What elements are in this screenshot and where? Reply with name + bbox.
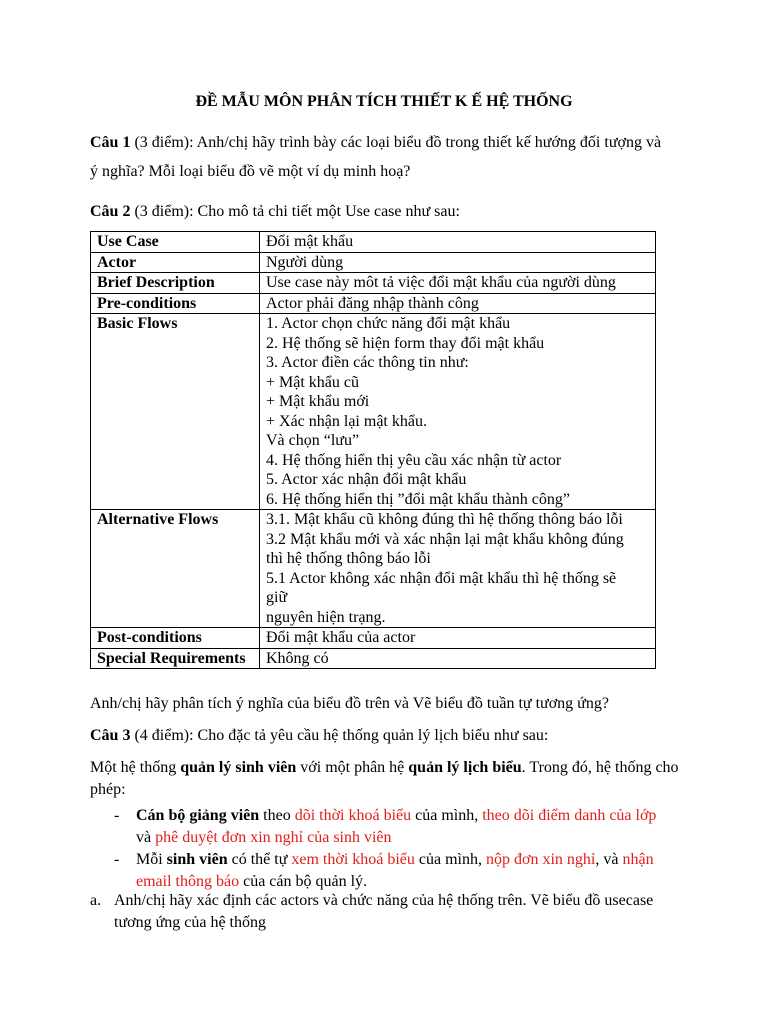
table-row — [91, 273, 656, 294]
bullet-highlight-text: xem thời khoá biểu — [291, 851, 415, 868]
basic-flow-step: 1. Actor chọn chức năng đổi mật khẩu — [266, 315, 511, 332]
table-row — [91, 628, 656, 649]
sub-question-a-text: Anh/chị hãy xác định các actors và chức năng của hệ thống trên. Vẽ biểu đồ usecase tương ứng của hệ thống — [114, 892, 654, 931]
alternative-flow-step: 3.2 Mật khẩu mới và xác nhận lại mật khẩu không đúng — [266, 530, 624, 548]
sub-question-a-label: a. — [90, 892, 102, 909]
question-2-text: (3 điểm): Cho mô tả chi tiết một Use case như sau: — [134, 203, 460, 220]
post-conditions-label: Post-conditions — [91, 628, 260, 649]
bullet-text: của mình, — [414, 851, 486, 868]
question-3-intro — [90, 757, 690, 801]
basic-flows-label: Basic Flows — [91, 314, 260, 510]
bullet-highlight-text: nhận email thông báo — [136, 851, 654, 890]
alternative-flows-value — [260, 510, 656, 628]
bullet-text: và — [136, 829, 156, 846]
exam-title: ĐỀ MẪU MÔN PHÂN TÍCH THIẾT K Ế HỆ THỐNG — [195, 93, 573, 110]
bullet-highlight-text: nộp đơn xin nghỉ — [486, 851, 596, 868]
basic-flow-step: 2. Hệ thống sẽ hiện form thay đổi mật khẩu — [266, 334, 545, 352]
table-row — [91, 293, 656, 314]
alternative-flows-label: Alternative Flows — [91, 510, 260, 628]
basic-flow-step: 4. Hệ thống hiển thị yêu cầu xác nhận từ actor — [266, 451, 562, 469]
basic-flow-step: + Mật khẩu mới — [266, 393, 370, 410]
bullet-highlight-text: theo dõi điểm danh của lớp — [482, 807, 657, 824]
actor-value: Người dùng — [260, 252, 656, 273]
question-3 — [90, 725, 690, 747]
basic-flow-step: Và chọn “lưu” — [266, 432, 360, 449]
basic-flow-step: + Xác nhận lại mật khẩu. — [266, 412, 427, 430]
bullet-bold-text: sinh viên — [166, 851, 228, 868]
intro-text: . Trong đó, hệ thống cho phép: — [90, 759, 679, 798]
table-row — [91, 510, 656, 628]
alternative-flow-step: thì hệ thống thông báo lỗi — [266, 550, 431, 567]
question-1 — [90, 128, 680, 186]
question-2-followup: Anh/chị hãy phân tích ý nghĩa của biểu đồ trên và Vẽ biểu đồ tuần tự tương ứng? — [90, 695, 609, 712]
list-item — [90, 849, 690, 893]
basic-flows-value — [260, 314, 656, 510]
intro-bold-text: quản lý sinh viên — [180, 759, 297, 776]
question-3-text: (4 điểm): Cho đặc tả yêu cầu hệ thống quản lý lịch biểu như sau: — [134, 727, 549, 744]
bullet-text: của mình, — [411, 807, 483, 824]
actor-label: Actor — [91, 252, 260, 273]
table-row — [91, 252, 656, 273]
bullet-text: Mỗi — [136, 851, 167, 868]
post-conditions-value: Đổi mật khẩu của actor — [260, 628, 656, 649]
use-case-value: Đổi mật khẩu — [260, 232, 656, 253]
question-3-label: Câu 3 — [90, 727, 131, 744]
bullet-bold-text: Cán bộ giảng viên — [136, 807, 260, 824]
table-row — [91, 232, 656, 253]
bullet-text: có thể tự — [227, 851, 292, 868]
basic-flow-step: + Mật khẩu cũ — [266, 373, 359, 391]
question-1-text-line1: (3 điểm): Anh/chị hãy trình bày các loại biểu đồ trong thiết kế hướng đối tượng và — [134, 134, 662, 151]
list-item — [90, 805, 690, 849]
sub-question-a — [90, 890, 690, 934]
question-2-label: Câu 2 — [90, 203, 131, 220]
pre-conditions-value: Actor phải đăng nhập thành công — [260, 293, 656, 314]
question-2 — [90, 197, 680, 226]
bullet-text: của cán bộ quản lý. — [239, 873, 368, 890]
alternative-flow-step: 5.1 Actor không xác nhận đổi mật khẩu thì hệ thống sẽ — [266, 569, 617, 587]
special-requirements-value: Không có — [260, 648, 656, 669]
question-1-label: Câu 1 — [90, 134, 131, 151]
requirements-list — [90, 805, 690, 893]
table-row — [91, 648, 656, 669]
pre-conditions-label: Pre-conditions — [91, 293, 260, 314]
question-1-text-line2: ý nghĩa? Mỗi loại biểu đồ vẽ một ví dụ minh hoạ? — [90, 163, 411, 180]
table-row — [91, 314, 656, 510]
intro-bold-text: quản lý lịch biểu — [408, 759, 522, 776]
bullet-text: theo — [259, 807, 295, 824]
intro-text: với một phân hệ — [296, 759, 409, 776]
alternative-flow-step: giữ — [266, 589, 288, 606]
brief-description-value: Use case này môt tả việc đổi mật khẩu của người dùng — [260, 273, 656, 294]
basic-flow-step: 6. Hệ thống hiển thị ”đổi mật khẩu thành công” — [266, 490, 570, 508]
dash-bullet: - — [114, 807, 120, 824]
use-case-label: Use Case — [91, 232, 260, 253]
bullet-highlight-text: dõi thời khoá biểu — [294, 807, 412, 824]
basic-flow-step: 5. Actor xác nhận đổi mật khẩu — [266, 471, 467, 488]
use-case-table — [90, 231, 656, 669]
brief-description-label: Brief Description — [91, 273, 260, 294]
bullet-highlight-text: phê duyệt đơn xin nghỉ của sinh viên — [155, 829, 392, 846]
special-requirements-label: Special Requirements — [91, 648, 260, 669]
intro-text: Một hệ thống — [90, 759, 181, 776]
alternative-flow-step: 3.1. Mật khẩu cũ không đúng thì hệ thống thông báo lỗi — [266, 511, 623, 528]
dash-bullet: - — [114, 851, 120, 868]
basic-flow-step: 3. Actor điền các thông tin như: — [266, 354, 469, 371]
alternative-flow-step: nguyên hiện trạng. — [266, 608, 386, 626]
bullet-text: , và — [595, 851, 623, 868]
